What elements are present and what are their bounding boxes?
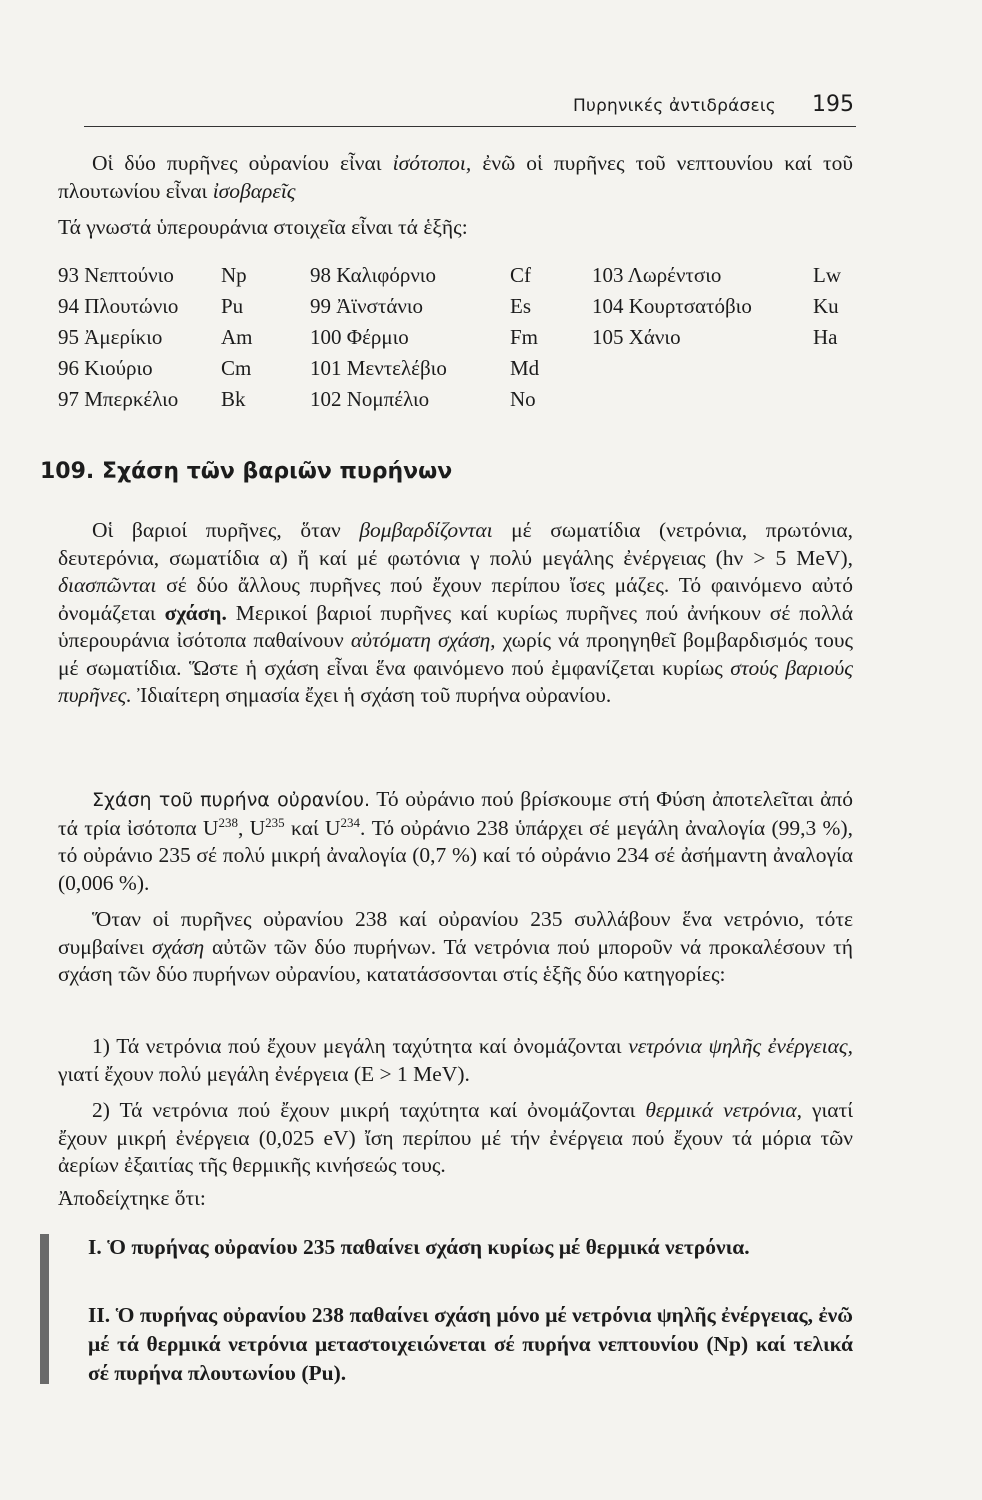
element-symbol: Lw (813, 263, 841, 287)
intro-paragraph: Οἱ δύο πυρῆνες οὐρανίου εἶναι ἰσότοποι, ἐνῶ οἱ πυρῆνες τοῦ νεπτουνίου καί τοῦ πλουτωνίου εἶναι ἰσοβαρεῖς (58, 151, 853, 203)
element-name: 93 Νεπτούνιο (58, 263, 174, 287)
element-name (592, 387, 813, 418)
element-name: 95 Ἀμερίκιο (58, 325, 163, 349)
element-name: 100 Φέρμιο (310, 325, 409, 349)
element-symbol: Pu (221, 294, 244, 318)
element-row (58, 294, 858, 325)
element-symbol (813, 387, 858, 418)
element-symbol: No (510, 387, 536, 411)
element-row (58, 263, 858, 294)
transuranium-elements-table (58, 263, 858, 418)
fission-paragraph: Οἱ βαριοί πυρῆνες, ὅταν βομβαρδίζονται μέ σωματίδια (νετρόνια, πρωτόνια, δευτερόνια, σωματίδια α) ἤ καί μέ φωτόνια γ πολύ μεγάλης ἐνέργειας (hν > 5 MeV), διασπῶνται σέ δύο ἄλλους πυρῆνες πού ἔχουν περίπου ἴσες μάζες. Τό φαινόμενο αὐτό ὀνομάζεται σχάση. Μερικοί βαριοί πυρῆνες καί κυρίως πυρῆνες πού ἀνήκουν σέ πολλά ὑπερουράνια ἰσότοπα παθαίνουν αὐτόματη σχάση, χωρίς νά προηγηθεῖ βομβαρδισμός τους μέ σωματίδια. Ὥστε ἡ σχάση εἶναι ἕνα φαινόμενο πού ἐμφανίζεται κυρίως στούς βαριούς πυρῆνες. Ἰδιαίτερη σημασία ἔχει ἡ σχάση τοῦ πυρήνα οὐρανίου. (58, 518, 853, 707)
element-symbol (813, 356, 858, 387)
element-symbol: Am (221, 325, 253, 349)
element-name: 103 Λωρέντσιο (592, 263, 722, 287)
proven-line: Ἀποδείχτηκε ὅτι: (58, 1186, 206, 1210)
element-name: 104 Κουρτσατόβιο (592, 294, 752, 318)
element-symbol: Bk (221, 387, 246, 411)
element-name: 102 Νομπέλιο (310, 387, 430, 411)
element-row (58, 387, 858, 418)
element-symbol: Np (221, 263, 247, 287)
elements-intro: Τά γνωστά ὑπερουράνια στοιχεῖα εἶναι τά ἑξῆς: (58, 215, 468, 239)
element-name: 98 Καλιφόρνιο (310, 263, 436, 287)
conclusion-II: II. Ὁ πυρήνας οὐρανίου 238 παθαίνει σχάση μόνο μέ νετρόνια ψηλῆς ἐνέργειας, ἐνῶ μέ τά θερμικά νετρόνια μεταστοιχειώνεται σέ πυρήνα νεπτουνίου (Np) καί τελικά σέ πυρήνα πλουτωνίου (Pu). (88, 1303, 853, 1385)
running-title: Πυρηνικές ἀντιδράσεις (572, 96, 776, 116)
list-item-fast-neutrons: 1) Τά νετρόνια πού ἔχουν μεγάλη ταχύτητα καί ὀνομάζονται νετρόνια ψηλῆς ἐνέργειας, γιατί ἔχουν πολύ μεγάλη ἐνέργεια (E > 1 MeV). (58, 1034, 853, 1086)
element-name: 101 Μεντελέβιο (310, 356, 447, 380)
section-heading: 109. Σχάση τῶν βαριῶν πυρήνων (40, 459, 453, 484)
uranium-paragraph: Σχάση τοῦ πυρήνα οὐρανίου. Τό οὐράνιο πού βρίσκουμε στή Φύση ἀποτελεῖται ἀπό τά τρία ἰσότοπα $U^{238}$, $U^{235}$ καί $U^{234}$. Τό οὐράνιο 238 ὑπάρχει σέ μεγάλη ἀναλογία (99,3 %), τό οὐράνιο 235 σέ πολύ μικρή ἀναλογία (0,7 %) καί τό οὐράνιο 234 σέ ἀσήμαντη ἀναλογία (0,006 %). (58, 787, 854, 895)
element-name: 96 Κιούριο (58, 356, 153, 380)
element-name: 105 Χάνιο (592, 325, 681, 349)
element-name: 94 Πλουτώνιο (58, 294, 179, 318)
element-name (592, 356, 813, 387)
element-row (58, 356, 858, 387)
element-symbol: Md (510, 356, 540, 380)
sidebar-marker-bar (40, 1234, 49, 1384)
element-symbol: Ku (813, 294, 839, 318)
element-symbol: Ha (813, 325, 838, 349)
element-symbol: Es (510, 294, 531, 318)
list-item-thermal-neutrons: 2) Τά νετρόνια πού ἔχουν μικρή ταχύτητα καί ὀνομάζονται θερμικά νετρόνια, γιατί ἔχουν μικρή ἐνέργεια (0,025 eV) ἴση περίπου μέ τήν ἐνέργεια πού ἔχουν τά μόρια τῶν ἀερίων ἐξαιτίας τῆς θερμικῆς κινήσεώς τους. (58, 1098, 853, 1177)
element-name: 99 Ἀϊνστάνιο (310, 294, 423, 318)
page-number: 195 (812, 92, 854, 117)
element-symbol: Cm (221, 356, 252, 380)
element-row (58, 325, 858, 356)
element-name: 97 Μπερκέλιο (58, 387, 179, 411)
element-symbol: Fm (510, 325, 539, 349)
element-symbol: Cf (510, 263, 531, 287)
page-header (84, 92, 856, 127)
neutron-capture-paragraph: Ὅταν οἱ πυρῆνες οὐρανίου 238 καί οὐρανίου 235 συλλάβουν ἕνα νετρόνιο, τότε συμβαίνει σχάση αὐτῶν τῶν δύο πυρήνων. Τά νετρόνια πού μποροῦν νά προκαλέσουν τή σχάση τῶν δύο πυρήνων οὐρανίου, κατατάσσονται στίς ἑξῆς δύο κατηγορίες: (58, 907, 853, 986)
conclusion-I: I. Ὁ πυρήνας οὐρανίου 235 παθαίνει σχάση κυρίως μέ θερμικά νετρόνια. (88, 1235, 750, 1259)
